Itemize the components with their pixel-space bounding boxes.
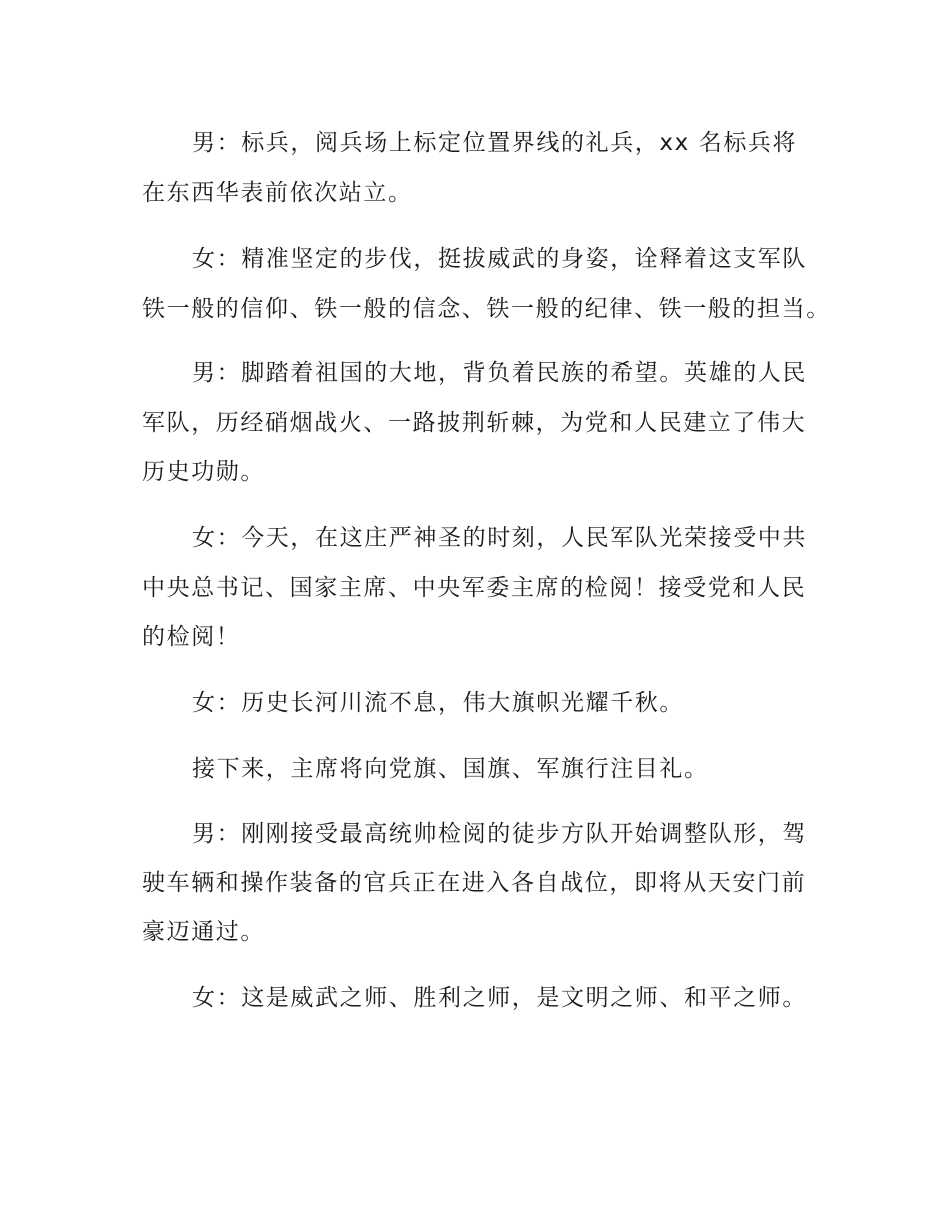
paragraph-4-line-2: 中央总书记、国家主席、中央军委主席的检阅！接受党和人民 — [142, 575, 807, 601]
paragraph-8-line-1: 女：这是威武之师、胜利之师，是文明之师、和平之师。 — [192, 985, 807, 1011]
paragraph-7-line-1: 男：刚刚接受最高统帅检阅的徒步方队开始调整队形，驾 — [192, 821, 807, 847]
paragraph-5-line-1: 女：历史长河川流不息，伟大旗帜光耀千秋。 — [192, 690, 684, 716]
paragraph-2-line-2: 铁一般的信仰、铁一般的信念、铁一般的纪律、铁一般的担当。 — [142, 296, 831, 322]
paragraph-7-line-2: 驶车辆和操作装备的官兵正在进入各自战位，即将从天安门前 — [142, 870, 807, 896]
paragraph-3-line-2: 军队，历经硝烟战火、一路披荆斩棘，为党和人民建立了伟大 — [142, 410, 807, 436]
paragraph-4-line-3: 的检阅！ — [142, 624, 241, 650]
paragraph-4-line-1: 女：今天，在这庄严神圣的时刻，人民军队光荣接受中共 — [192, 525, 807, 551]
paragraph-2-line-1: 女：精准坚定的步伐，挺拔威武的身姿，诠释着这支军队 — [192, 246, 807, 272]
paragraph-3-line-3: 历史功勋。 — [142, 459, 265, 485]
paragraph-1-line-2: 在东西华表前依次站立。 — [142, 180, 413, 206]
paragraph-3-line-1: 男：脚踏着祖国的大地，背负着民族的希望。英雄的人民 — [192, 360, 807, 386]
paragraph-6-line-1: 接下来，主席将向党旗、国旗、军旗行注目礼。 — [192, 756, 709, 782]
paragraph-7-line-3: 豪迈通过。 — [142, 919, 265, 945]
paragraph-1-line-1: 男：标兵，阅兵场上标定位置界线的礼兵，xx 名标兵将 — [192, 130, 798, 156]
